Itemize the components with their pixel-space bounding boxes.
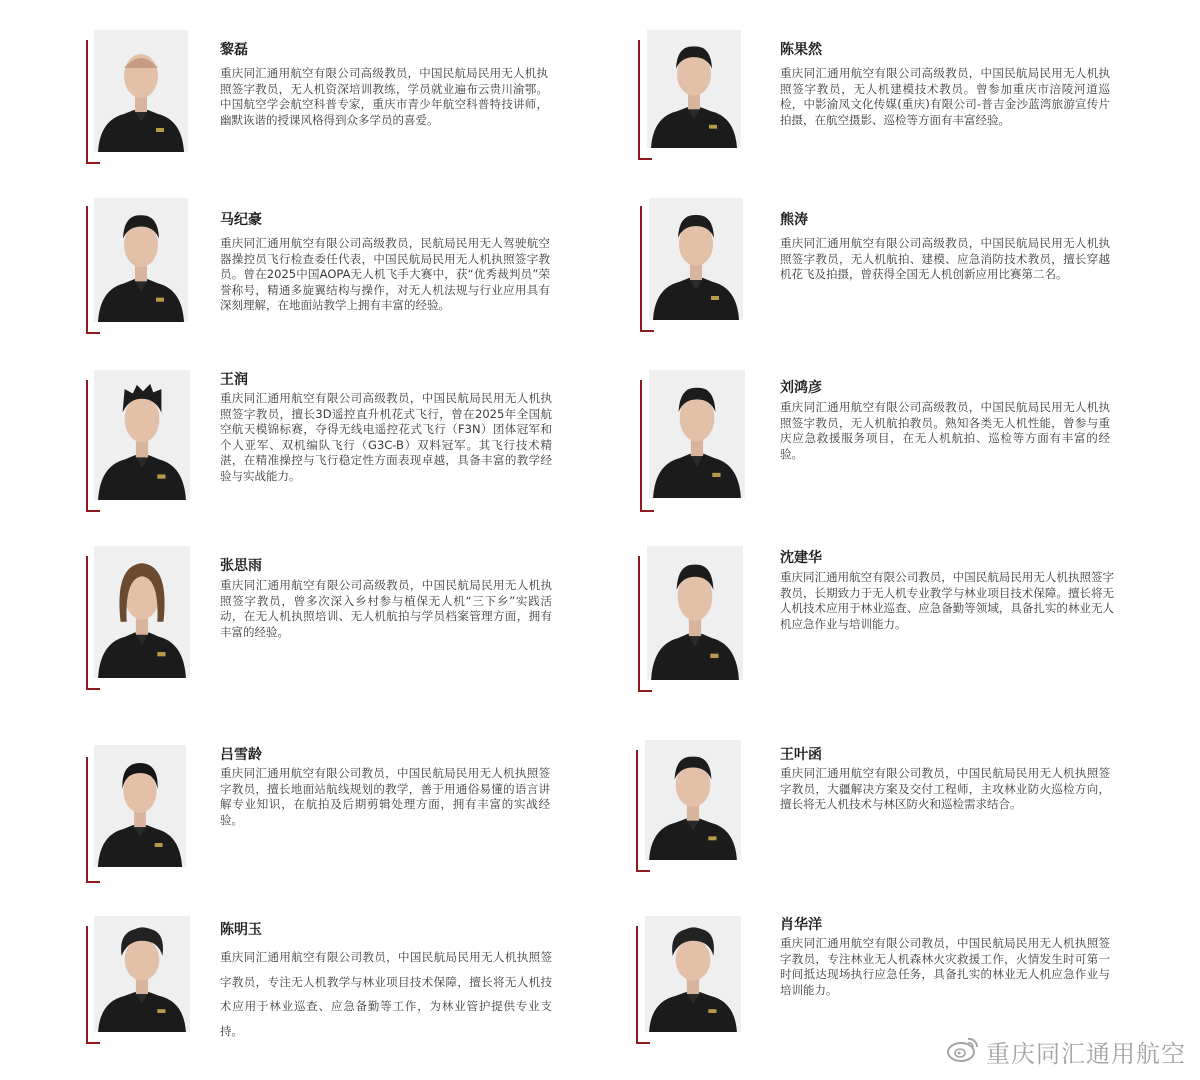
instructor-photo [94,916,190,1032]
instructor-bio: 重庆同汇通用航空有限公司教员，中国民航局民用无人机执照签字教员，专注林业无人机森林火灾救援工作，火情发生时可第一时间抵达现场执行应急任务，具备扎实的林业无人机应急作业与培训能力。 [780,936,1110,997]
instructor-photo [649,198,743,320]
instructor-photo [94,30,188,152]
instructor-bio: 重庆同汇通用航空有限公司教员，中国民航局民用无人机执照签字教员，大疆解决方案及交付工程师，主攻林业防火巡检方向，擅长将无人机技术与林区防火和巡检需求结合。 [780,766,1110,812]
weibo-logo-icon [946,1035,980,1067]
instructor-bio: 重庆同汇通用航空有限公司高级教员，中国民航局民用无人机执照签字教员，无人机资深培训教练，学员就业遍布云贵川渝鄂。中国航空学会航空科普专家，重庆市青少年航空科普特技讲师，幽默诙谐的授课风格得到众多学员的喜爱。 [220,66,548,127]
instructor-name: 沈建华 [780,550,822,566]
instructor-bio: 重庆同汇通用航空有限公司高级教员，中国民航局民用无人机执照签字教员，无人机航拍教员。熟知各类无人机性能，曾参与重庆应急救援服务项目，在无人机航拍、巡检等方面有丰富的经验。 [780,400,1110,461]
instructor-photo [94,745,186,867]
instructor-name: 陈明玉 [220,922,262,938]
instructor-name: 王叶函 [780,747,822,763]
instructor-name: 吕雪龄 [220,747,262,763]
instructor-bio: 重庆同汇通用航空有限公司高级教员，中国民航局民用无人机执照签字教员，曾多次深入乡村参与植保无人机“三下乡”实践活动，在无人机执照培训、无人机航拍与学员档案管理方面，拥有丰富的经验。 [220,578,552,639]
watermark-text: 重庆同汇通用航空 [986,1039,1186,1068]
instructor-bio: 重庆同汇通用航空有限公司教员，中国民航局民用无人机执照签字教员，长期致力于无人机专业教学与林业项目技术保障。擅长将无人机技术应用于林业巡查、应急备勤等领域，具备扎实的林业无人机应急作业与培训能力。 [780,570,1114,631]
instructor-photo [649,370,745,498]
instructor-photo [94,198,188,322]
weibo-watermark [946,1032,1186,1070]
instructor-name: 黎磊 [220,42,248,58]
instructor-name: 马纪豪 [220,212,262,228]
instructor-photo [94,546,190,678]
instructor-bio: 重庆同汇通用航空有限公司高级教员，中国民航局民用无人机执照签字教员，无人机航拍、建模、应急消防技术教员，擅长穿越机花飞及拍摄，曾获得全国无人机创新应用比赛第二名。 [780,236,1110,282]
instructor-name: 王润 [220,372,248,388]
instructor-photo [645,916,741,1032]
instructor-photo [647,30,741,148]
instructor-photo [647,546,743,680]
instructor-name: 肖华洋 [780,917,822,933]
instructor-photo [94,370,190,500]
instructor-name: 熊涛 [780,212,808,228]
instructor-bio: 重庆同汇通用航空有限公司高级教员，中国民航局民用无人机执照签字教员，擅长3D遥控直升机花式飞行，曾在2025年全国航空航天模锦标赛，夺得无线电遥控花式飞行（F3N）团体冠军和个人亚军、双机编队飞行（G3C-B）双料冠军。其飞行技术精湛，在精准操控与飞行稳定性方面表现卓越，具备丰富的教学经验与实战能力。 [220,391,552,483]
instructor-bio: 重庆同汇通用航空有限公司高级教员，中国民航局民用无人机执照签字教员，无人机建模技术教员。曾参加重庆市涪陵河道巡检，中影渝凤文化传媒(重庆)有限公司-普吉金沙蓝湾旅游宣传片拍摄，在航空摄影、巡检等方面有丰富经验。 [780,66,1110,127]
instructor-name: 张思雨 [220,558,262,574]
instructor-bio: 重庆同汇通用航空有限公司教员，中国民航局民用无人机执照签字教员，擅长地面站航线规划的教学，善于用通俗易懂的语言讲解专业知识，在航拍及后期剪辑处理方面，拥有丰富的实战经验。 [220,766,550,827]
instructor-photo [645,740,741,860]
instructor-name: 刘鸿彦 [780,380,822,396]
instructor-bio: 重庆同汇通用航空有限公司高级教员，民航局民用无人驾驶航空器操控员飞行检查委任代表，中国民航局民用无人机执照签字教员。曾在2025中国AOPA无人机飞手大赛中，获“优秀裁判员”荣誉称号，精通多旋翼结构与操作，对无人机法规与行业应用具有深刻理解，在地面站教学上拥有丰富的经验。 [220,236,550,313]
instructor-name: 陈果然 [780,42,822,58]
instructor-bio: 重庆同汇通用航空有限公司教员，中国民航局民用无人机执照签字教员，专注无人机教学与林业项目技术保障，擅长将无人机技术应用于林业巡查、应急备勤等工作，为林业管护提供专业支持。 [220,950,552,1038]
